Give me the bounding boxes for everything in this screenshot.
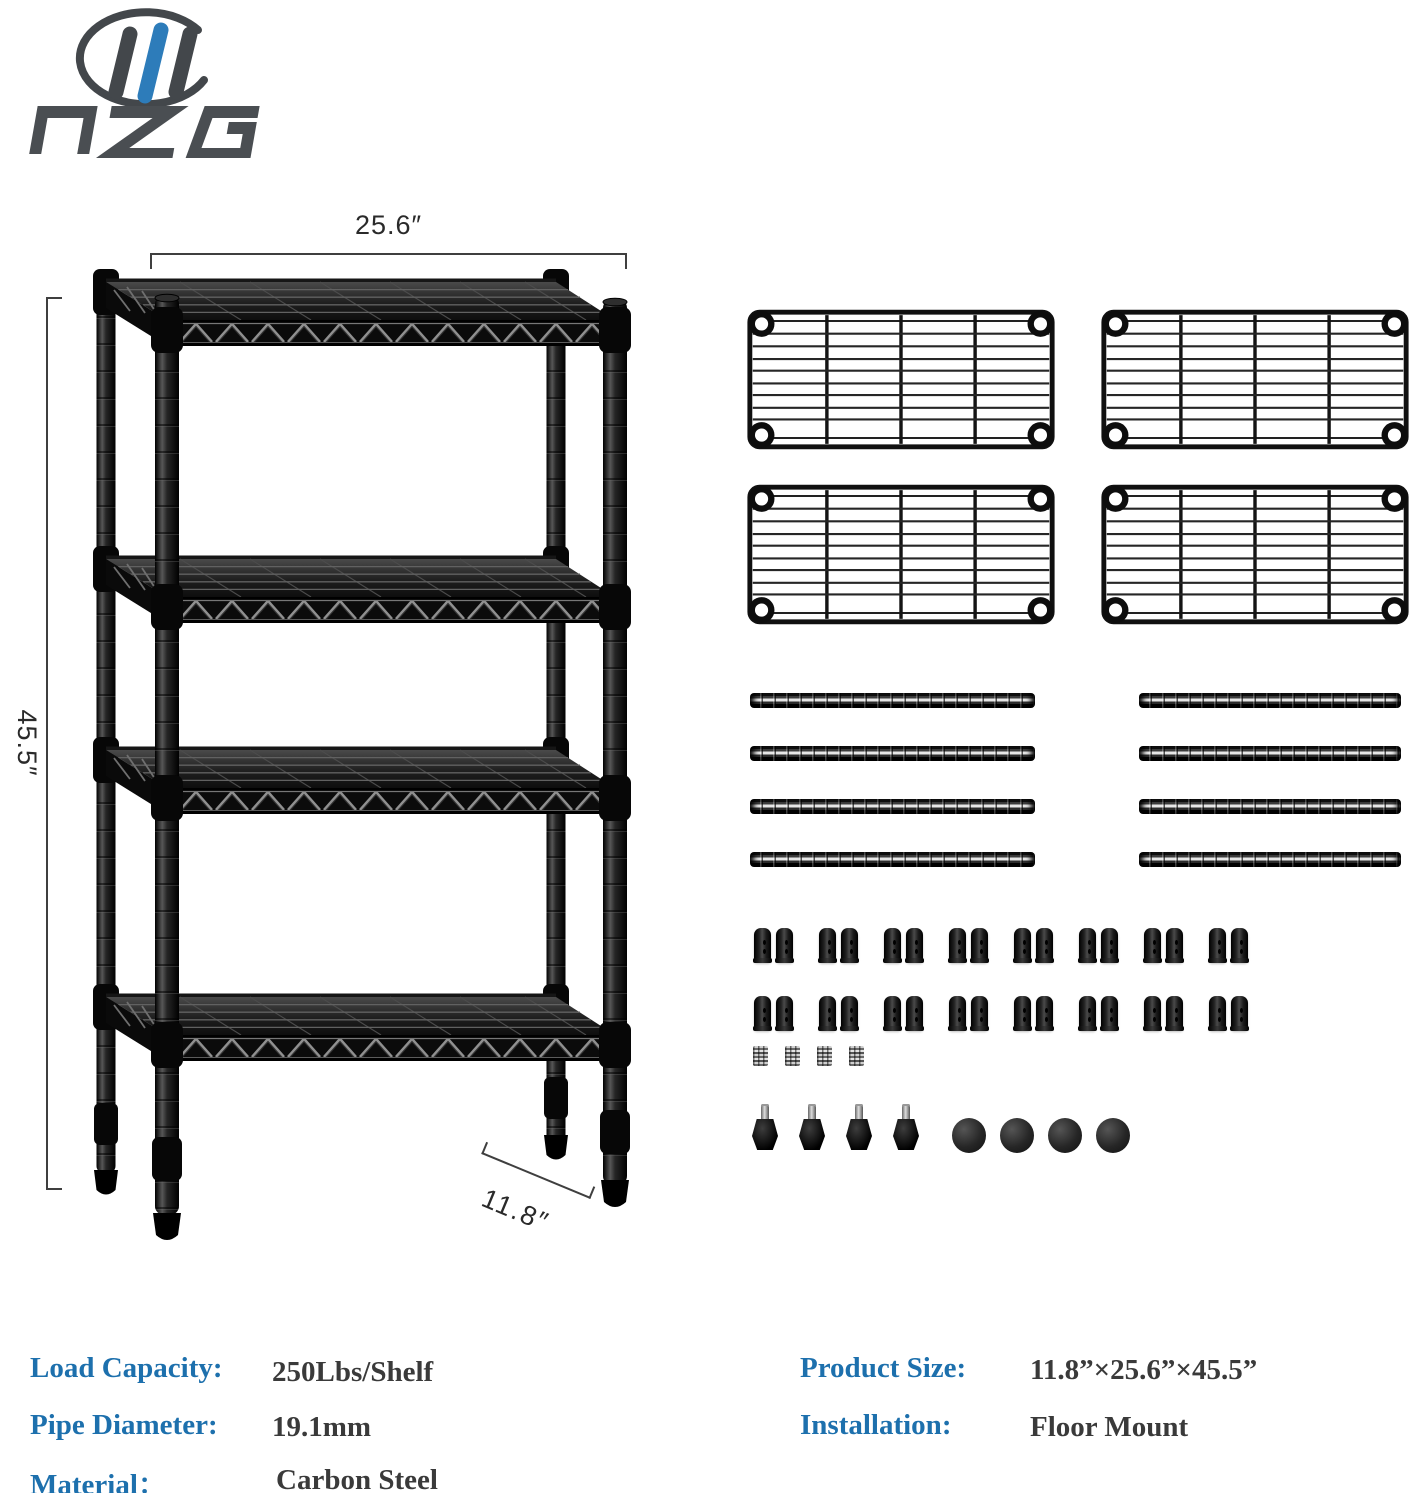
sleeve-clip xyxy=(884,928,901,962)
sleeve-clip-pair xyxy=(754,996,793,1030)
spec-label-product-size: Product Size: xyxy=(800,1352,967,1384)
metal-connector xyxy=(753,1046,768,1066)
sleeve-clip xyxy=(1101,996,1118,1030)
leveling-foot xyxy=(799,1104,825,1150)
sleeve-clip xyxy=(819,928,836,962)
sleeve-clip-pair xyxy=(949,928,988,962)
sleeve-clip-pair xyxy=(1209,996,1248,1030)
sleeve-clip xyxy=(949,928,966,962)
front-right-post xyxy=(599,298,631,1207)
sleeve-clip-row-1 xyxy=(754,928,1248,962)
sleeve-clip xyxy=(754,928,771,962)
pole xyxy=(750,746,1035,761)
spec-value-material: Carbon Steel xyxy=(276,1464,438,1493)
sleeve-clip xyxy=(1231,928,1248,962)
foot-stem xyxy=(902,1104,910,1121)
pole xyxy=(750,799,1035,814)
metal-connector xyxy=(817,1046,832,1066)
sleeve-clip xyxy=(1079,996,1096,1030)
pole-column-right xyxy=(1139,693,1401,867)
leveling-feet-row xyxy=(752,1104,919,1150)
leveling-foot xyxy=(893,1104,919,1150)
mzg-logo xyxy=(28,6,278,158)
sleeve-clip xyxy=(949,996,966,1030)
pole xyxy=(1139,746,1401,761)
sleeve-clip xyxy=(1144,928,1161,962)
sleeve-clip xyxy=(1209,996,1226,1030)
pole xyxy=(750,693,1035,708)
sleeve-clip-pair xyxy=(819,996,858,1030)
pole xyxy=(750,852,1035,867)
sleeve-clip xyxy=(776,996,793,1030)
sleeve-clip-pair xyxy=(1079,996,1118,1030)
sleeve-clip xyxy=(1036,928,1053,962)
connector-row xyxy=(753,1046,864,1066)
wire-shelf-panel xyxy=(744,481,1058,628)
sleeve-clip-pair xyxy=(1014,928,1053,962)
shelving-unit-illustration xyxy=(70,265,650,1265)
height-dimension-line xyxy=(46,297,63,1190)
sleeve-clip xyxy=(971,928,988,962)
metal-connector xyxy=(849,1046,864,1066)
foot-stem xyxy=(808,1104,816,1121)
sleeve-clip xyxy=(776,928,793,962)
sleeve-clip xyxy=(1144,996,1161,1030)
leveling-foot xyxy=(846,1104,872,1150)
sleeve-clip-pair xyxy=(1144,928,1183,962)
foot-base xyxy=(752,1119,778,1150)
sleeve-clip xyxy=(841,996,858,1030)
sleeve-clip-pair xyxy=(1079,928,1118,962)
wire-shelf-panels xyxy=(744,306,1412,628)
top-caps-row xyxy=(952,1118,1130,1153)
pole-column-left xyxy=(750,693,1035,867)
top-cap xyxy=(1000,1118,1034,1153)
height-dimension-label: 45.5″ xyxy=(12,709,42,777)
sleeve-clip-pair xyxy=(1014,996,1053,1030)
sleeve-clip xyxy=(906,996,923,1030)
top-cap xyxy=(952,1118,986,1153)
sleeve-clip-pair xyxy=(884,928,923,962)
foot-base xyxy=(846,1119,872,1150)
sleeve-clip xyxy=(754,996,771,1030)
spec-value-pipe-diameter: 19.1mm xyxy=(272,1411,372,1443)
pole xyxy=(1139,852,1401,867)
pole xyxy=(1139,693,1401,708)
depth-dimension-label: 11.8″ xyxy=(477,1183,554,1238)
wire-shelf-panel xyxy=(1098,481,1412,628)
spec-label-pipe-diameter: Pipe Diameter: xyxy=(30,1409,218,1441)
spec-value-installation: Floor Mount xyxy=(1030,1411,1189,1443)
top-cap xyxy=(1048,1118,1082,1153)
sleeve-clip xyxy=(1209,928,1226,962)
sleeve-clip xyxy=(819,996,836,1030)
mzg-emblem-icon xyxy=(28,6,278,158)
foot-base xyxy=(893,1119,919,1150)
metal-connector xyxy=(785,1046,800,1066)
spec-label-material: Material： xyxy=(30,1469,167,1493)
sleeve-clip xyxy=(884,996,901,1030)
sleeve-clip xyxy=(971,996,988,1030)
sleeve-clip xyxy=(1166,928,1183,962)
sleeve-clip-pair xyxy=(1209,928,1248,962)
sleeve-clip xyxy=(1014,928,1031,962)
back-left-post xyxy=(93,269,119,1195)
width-dimension-label: 25.6″ xyxy=(354,210,423,240)
spec-label-installation: Installation: xyxy=(800,1409,952,1441)
spec-value-product-size: 11.8”×25.6”×45.5” xyxy=(1030,1354,1258,1386)
sleeve-clip xyxy=(1231,996,1248,1030)
sleeve-clip xyxy=(1014,996,1031,1030)
sleeve-clip xyxy=(841,928,858,962)
foot-base xyxy=(799,1119,825,1150)
sleeve-clip xyxy=(906,928,923,962)
pole xyxy=(1139,799,1401,814)
wire-shelf-panel xyxy=(1098,306,1412,453)
sleeve-clip-pair xyxy=(884,996,923,1030)
sleeve-clip xyxy=(1166,996,1183,1030)
sleeve-clip-pair xyxy=(949,996,988,1030)
sleeve-clip xyxy=(1036,996,1053,1030)
sleeve-clip-pair xyxy=(1144,996,1183,1030)
leveling-foot xyxy=(752,1104,778,1150)
spec-value-load-capacity: 250Lbs/Shelf xyxy=(272,1356,434,1388)
foot-stem xyxy=(761,1104,769,1121)
sleeve-clip-row-2 xyxy=(754,996,1248,1030)
top-cap xyxy=(1096,1118,1130,1153)
front-left-post xyxy=(151,294,183,1240)
sleeve-clip xyxy=(1079,928,1096,962)
wire-shelf-panel xyxy=(744,306,1058,453)
sleeve-clip xyxy=(1101,928,1118,962)
foot-stem xyxy=(855,1104,863,1121)
sleeve-clip-pair xyxy=(819,928,858,962)
spec-label-load-capacity: Load Capacity: xyxy=(30,1352,223,1384)
sleeve-clip-pair xyxy=(754,928,793,962)
